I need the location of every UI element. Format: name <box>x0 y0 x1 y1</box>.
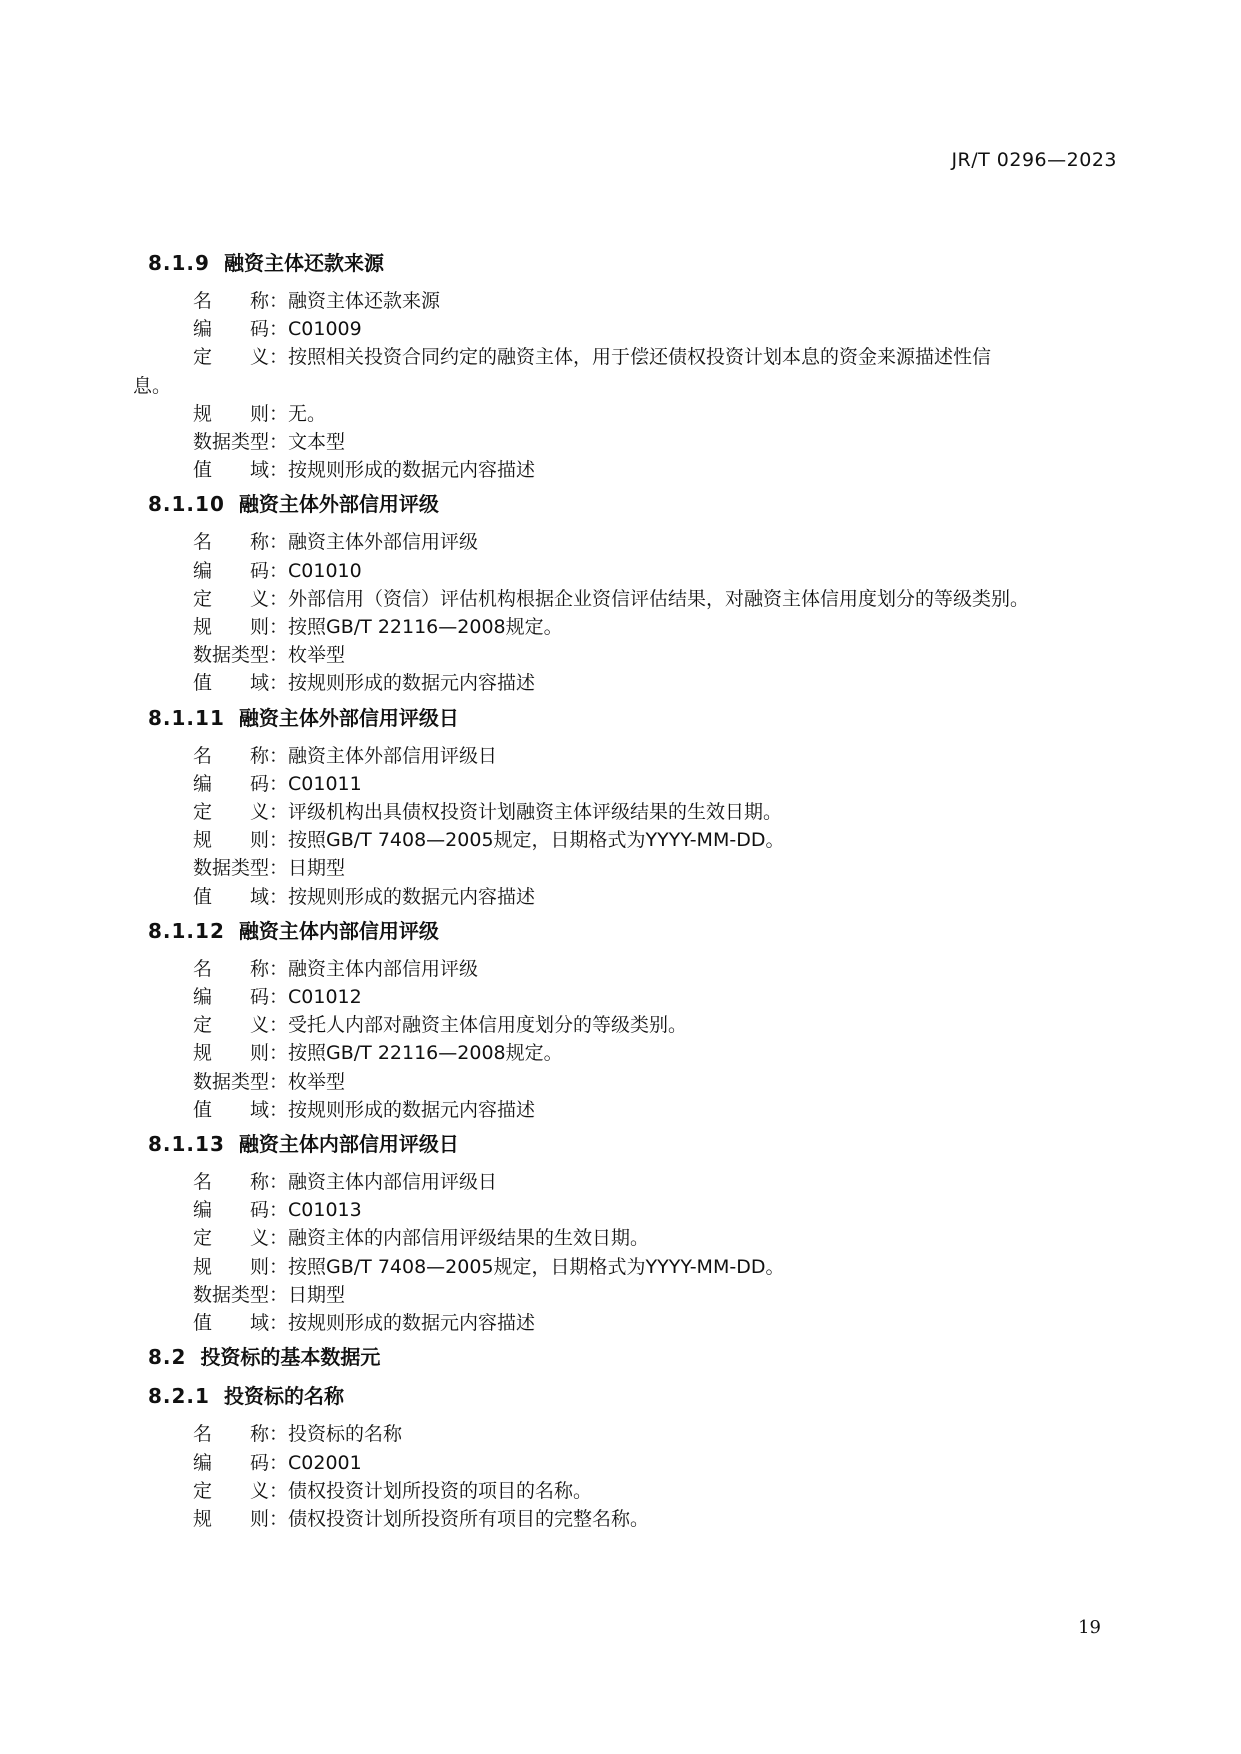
section-heading <box>148 489 1118 519</box>
section-heading <box>148 1342 1118 1372</box>
field-row <box>148 287 1118 315</box>
field-value: 评级机构出具债权投资计划融资主体评级结果的生效日期。 <box>288 801 783 824</box>
field-row <box>148 1253 1118 1281</box>
section-heading <box>148 1381 1118 1411</box>
document-body <box>133 248 1118 1533</box>
field-row <box>148 1196 1118 1224</box>
field-value: 债权投资计划所投资所有项目的完整名称。 <box>288 1507 650 1530</box>
section-number: 8.1.13 <box>148 1132 225 1157</box>
field-row <box>148 1011 1118 1039</box>
field-value: 融资主体的内部信用评级结果的生效日期。 <box>288 1227 650 1250</box>
field-label: 名 称： <box>193 290 289 312</box>
field-label: 规 则： <box>193 1042 289 1065</box>
field-row <box>148 456 1118 484</box>
field-label: 名 称： <box>193 957 289 980</box>
field-value: 无。 <box>288 402 327 425</box>
field-row <box>148 1224 1118 1252</box>
field-row <box>148 585 1118 613</box>
field-value: 按照相关投资合同约定的融资主体，用于偿还债权投资计划本息的资金来源描述性信 <box>288 346 992 369</box>
field-value: 按规则形成的数据元内容描述 <box>288 885 536 908</box>
field-row <box>148 528 1118 556</box>
section-number: 8.1.10 <box>148 492 225 517</box>
field-label: 规 则： <box>193 616 289 639</box>
field-label: 数据类型： <box>193 857 289 880</box>
field-value: 融资主体外部信用评级日 <box>288 744 498 767</box>
field-label: 数据类型： <box>193 1283 289 1306</box>
field-row <box>148 669 1118 697</box>
section-title: 融资主体内部信用评级 <box>238 918 439 943</box>
field-label: 编 码： <box>193 559 289 582</box>
field-label: 规 则： <box>193 1255 289 1278</box>
field-label: 名 称： <box>193 531 289 554</box>
field-label: 规 则： <box>193 402 289 425</box>
field-label: 编 码： <box>193 1199 289 1222</box>
field-value: 日期型 <box>288 1283 346 1306</box>
field-row <box>148 1068 1118 1096</box>
field-value: 枚举型 <box>288 644 346 667</box>
field-value: 按照GB/T 7408—2005规定，日期格式为YYYY-MM-DD。 <box>288 829 785 852</box>
section-title: 融资主体外部信用评级日 <box>238 705 459 730</box>
field-value: 日期型 <box>288 857 346 880</box>
field-value: 文本型 <box>288 431 346 454</box>
section-number: 8.1.12 <box>148 918 225 943</box>
field-value: 按照GB/T 22116—2008规定。 <box>288 616 563 639</box>
field-value: C01012 <box>288 986 362 1009</box>
field-row <box>148 400 1118 428</box>
section-title: 融资主体外部信用评级 <box>238 492 439 517</box>
field-label: 值 域： <box>193 672 289 695</box>
field-value: 融资主体还款来源 <box>288 290 441 312</box>
field-value: 按规则形成的数据元内容描述 <box>288 1312 536 1335</box>
field-value: 枚举型 <box>288 1070 346 1093</box>
field-row <box>148 883 1118 911</box>
field-value: C01011 <box>288 772 362 795</box>
field-row <box>148 557 1118 585</box>
field-row <box>148 1096 1118 1124</box>
field-row <box>148 1505 1118 1533</box>
section-number: 8.1.9 <box>148 251 210 275</box>
field-label: 值 域： <box>193 1098 289 1121</box>
field-label: 定 义： <box>193 1227 289 1250</box>
field-label: 定 义： <box>193 1014 289 1037</box>
field-value: 受托人内部对融资主体信用度划分的等级类别。 <box>288 1014 688 1037</box>
field-row <box>148 1449 1118 1477</box>
field-row <box>148 955 1118 983</box>
field-row <box>148 1039 1118 1067</box>
field-label: 编 码： <box>193 986 289 1009</box>
field-row <box>148 1477 1118 1505</box>
field-label: 值 域： <box>193 885 289 908</box>
field-value: C01009 <box>288 318 362 341</box>
field-row <box>148 742 1118 770</box>
field-row <box>148 770 1118 798</box>
field-value: C01013 <box>288 1199 362 1222</box>
field-value: 外部信用（资信）评估机构根据企业资信评估结果，对融资主体信用度划分的等级类别。 <box>288 587 1030 610</box>
field-row <box>148 798 1118 826</box>
field-label: 编 码： <box>193 1451 289 1474</box>
field-row <box>148 826 1118 854</box>
section-number: 8.1.11 <box>148 705 225 730</box>
field-label: 名 称： <box>193 1423 289 1446</box>
field-label: 值 域： <box>193 1312 289 1335</box>
section-heading <box>148 1129 1118 1159</box>
field-label: 规 则： <box>193 1507 289 1530</box>
standard-code-header: JR/T 0296—2023 <box>951 149 1117 171</box>
field-label: 数据类型： <box>193 1070 289 1093</box>
field-row <box>148 1168 1118 1196</box>
field-value-continuation: 息。 <box>133 374 172 397</box>
field-row <box>148 1281 1118 1309</box>
section-title: 融资主体内部信用评级日 <box>238 1132 459 1157</box>
field-label: 数据类型： <box>193 431 289 454</box>
page-number: 19 <box>1078 1617 1101 1638</box>
field-value: 按照GB/T 22116—2008规定。 <box>288 1042 563 1065</box>
field-row <box>148 1309 1118 1337</box>
field-label: 名 称： <box>193 1171 289 1194</box>
field-label: 编 码： <box>193 772 289 795</box>
field-row <box>148 983 1118 1011</box>
section-number: 8.2 <box>148 1345 187 1370</box>
field-row <box>148 428 1118 456</box>
field-label: 规 则： <box>193 829 289 852</box>
field-label: 值 域： <box>193 459 289 482</box>
field-value: 按照GB/T 7408—2005规定，日期格式为YYYY-MM-DD。 <box>288 1255 785 1278</box>
field-label: 名 称： <box>193 744 289 767</box>
section-title: 投资标的名称 <box>223 1384 344 1409</box>
field-label: 定 义： <box>193 1479 289 1502</box>
field-value: 融资主体内部信用评级 <box>288 957 479 980</box>
field-value: 按规则形成的数据元内容描述 <box>288 672 536 695</box>
field-label: 定 义： <box>193 801 289 824</box>
field-value: 债权投资计划所投资的项目的名称。 <box>288 1479 593 1502</box>
field-value: 融资主体外部信用评级 <box>288 531 479 554</box>
field-label: 编 码： <box>193 318 289 341</box>
field-value: C01010 <box>288 559 362 582</box>
section-number: 8.2.1 <box>148 1384 210 1409</box>
field-value: C02001 <box>288 1451 362 1474</box>
field-value: 投资标的名称 <box>288 1423 403 1446</box>
field-value: 按规则形成的数据元内容描述 <box>288 1098 536 1121</box>
field-value: 按规则形成的数据元内容描述 <box>288 459 536 482</box>
section-heading <box>148 916 1118 946</box>
section-title: 融资主体还款来源 <box>223 251 384 275</box>
field-row <box>148 641 1118 669</box>
field-label: 定 义： <box>193 346 289 369</box>
field-row <box>148 315 1118 343</box>
section-title: 投资标的基本数据元 <box>200 1345 381 1370</box>
section-heading <box>148 703 1118 733</box>
field-value: 融资主体内部信用评级日 <box>288 1171 498 1194</box>
section-heading <box>148 248 1118 278</box>
field-row <box>148 343 1118 371</box>
field-label: 数据类型： <box>193 644 289 667</box>
field-row <box>148 613 1118 641</box>
field-row <box>148 854 1118 882</box>
field-row <box>148 1420 1118 1448</box>
field-label: 定 义： <box>193 587 289 610</box>
